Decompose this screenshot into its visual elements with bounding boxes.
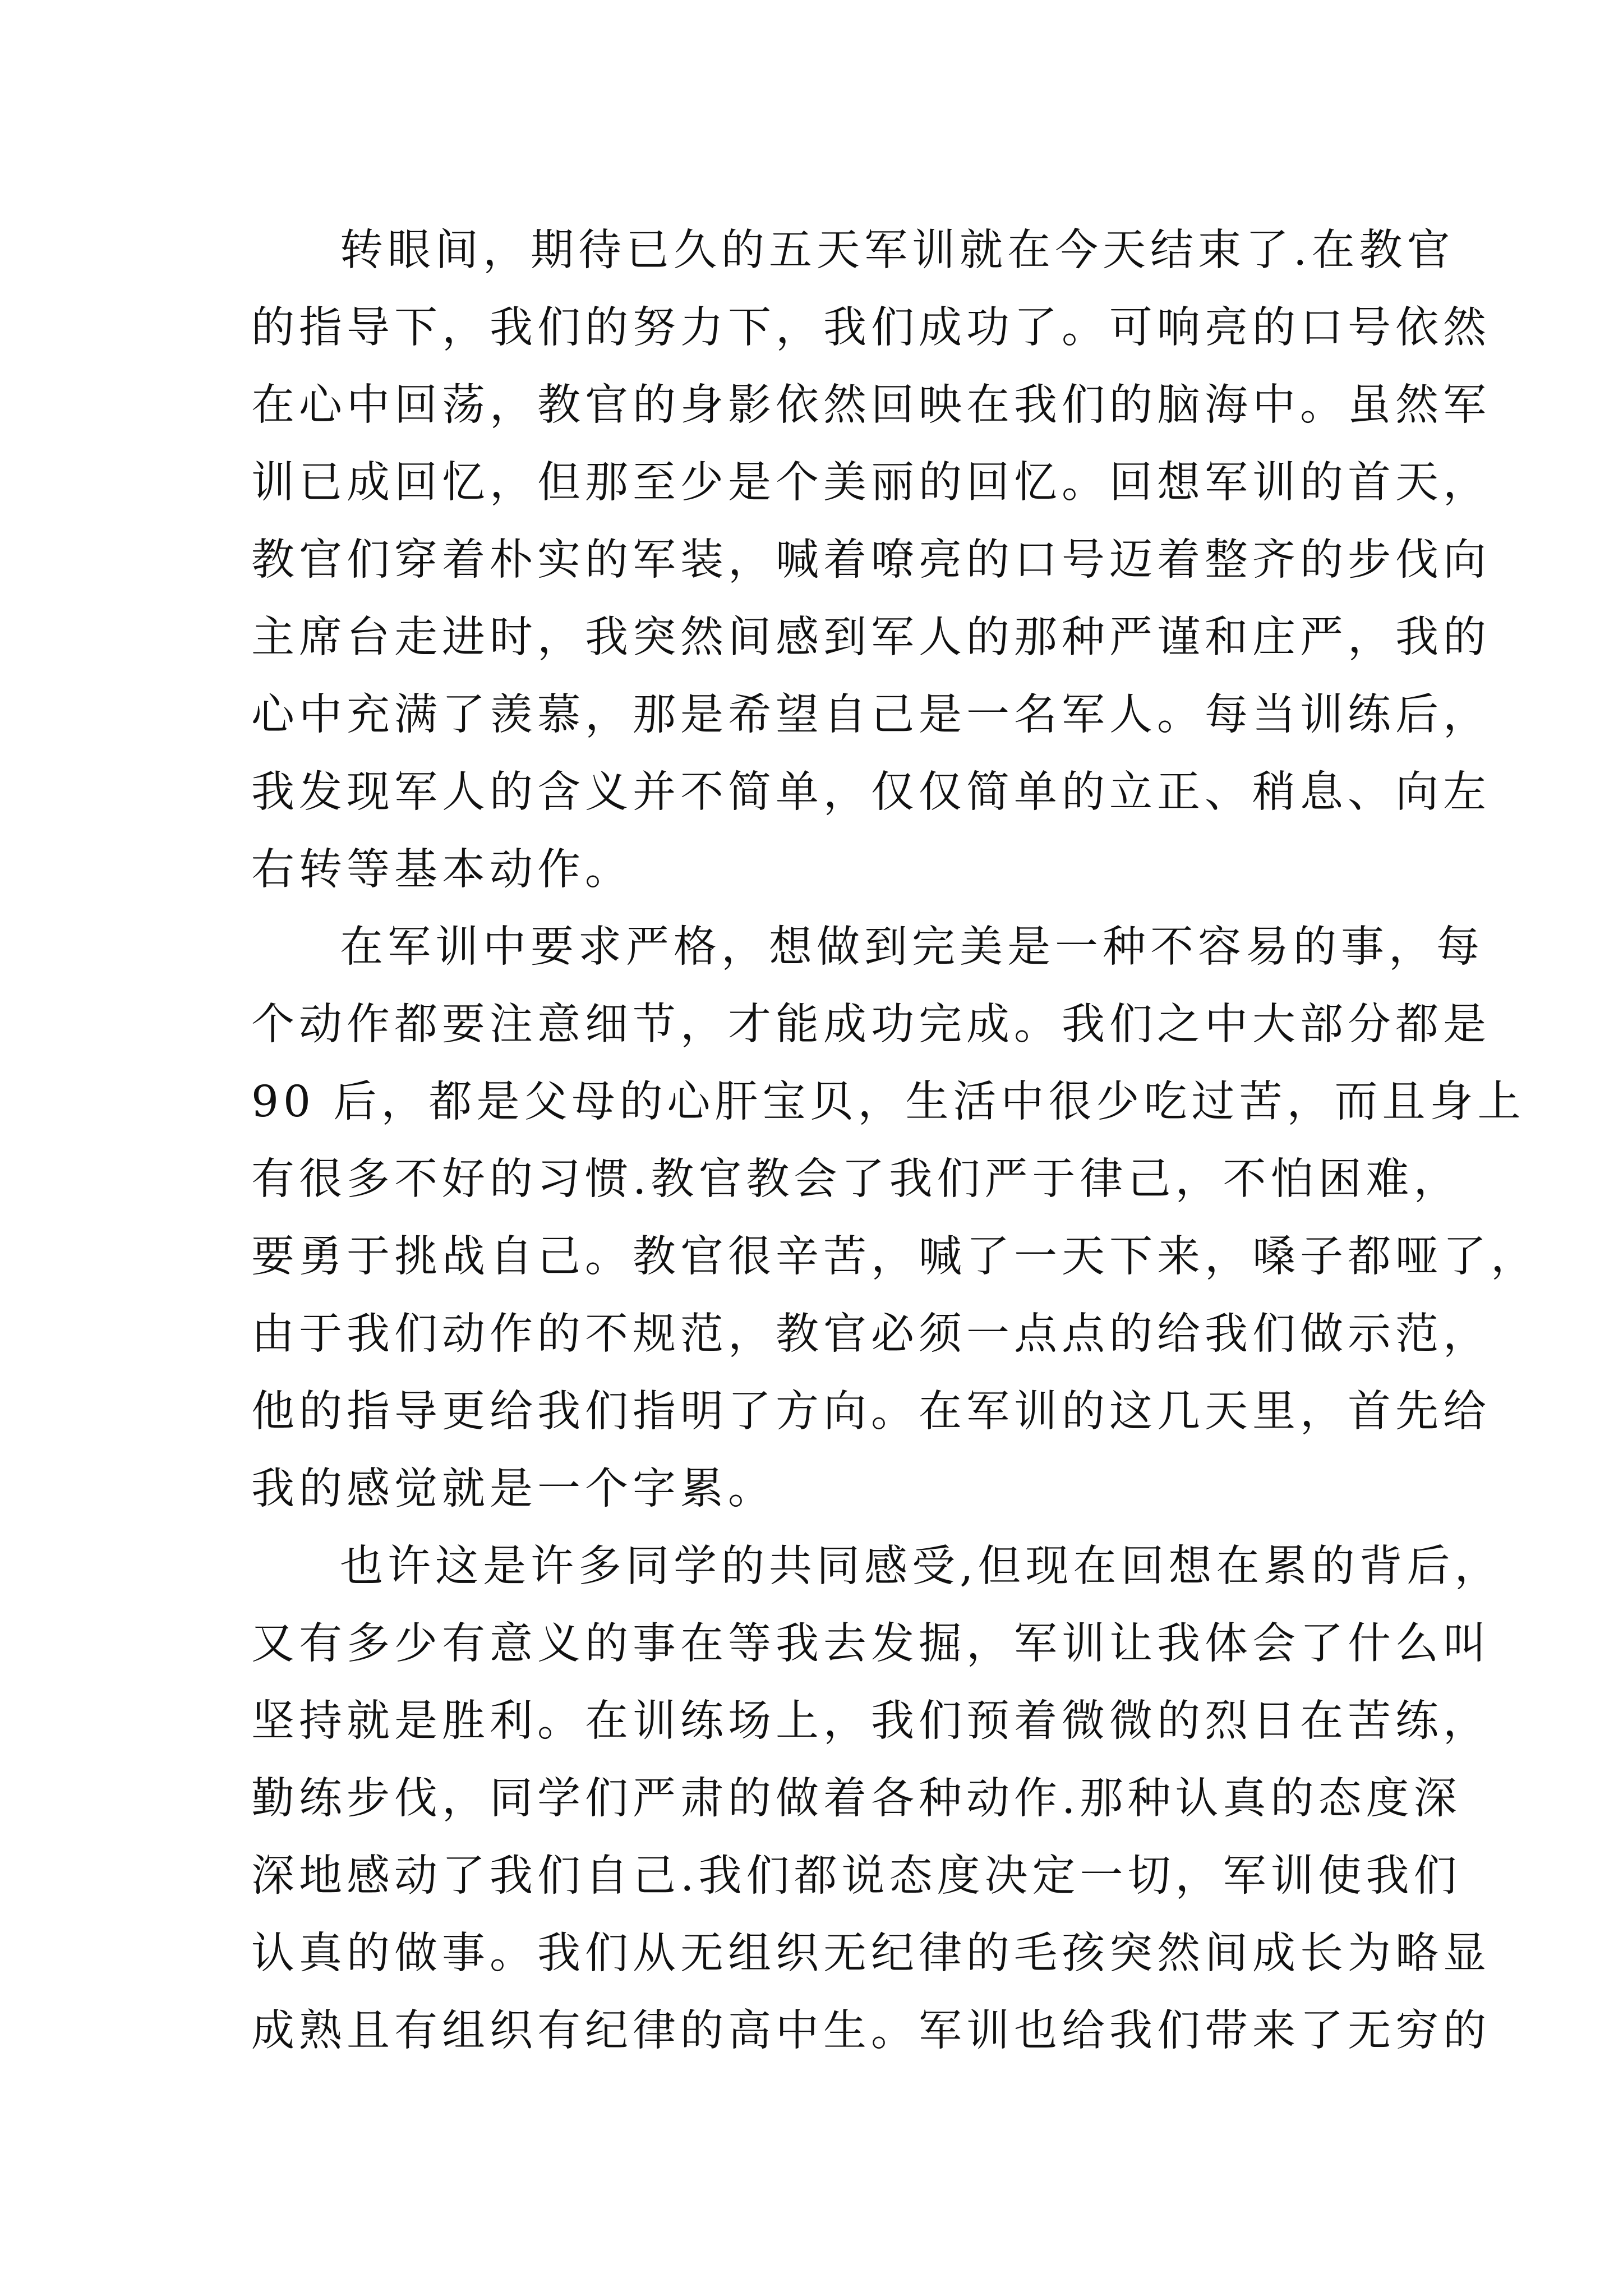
text-line: 也许这是许多同学的共同感受,但现在回想在累的背后， [340, 1542, 1502, 1591]
paragraph-3 [251, 1528, 1502, 2070]
text-line: 右转等基本动作。 [251, 845, 633, 895]
text-line: 在军训中要求严格，想做到完美是一种不容易的事，每 [340, 922, 1484, 972]
text-line: 转眼间，期待已久的五天军训就在今天结束了.在教官 [340, 226, 1455, 275]
text-line: 又有多少有意义的事在等我去发掘，军训让我体会了什么叫 [251, 1619, 1491, 1669]
text-line: 主席台走进时，我突然间感到军人的那种严谨和庄严，我的 [251, 613, 1491, 662]
text-line: 要勇于挑战自己。教官很辛苦，喊了一天下来，嗓子都哑了， [251, 1232, 1538, 1282]
text-line: 个动作都要注意细节，才能成功完成。我们之中大部分都是 [251, 1000, 1491, 1050]
paragraph-2 [251, 909, 1538, 1528]
text-line: 心中充满了羡慕，那是希望自己是一名军人。每当训练后， [251, 690, 1491, 740]
text-line: 他的指导更给我们指明了方向。在军训的这几天里，首先给 [251, 1387, 1491, 1437]
text-line: 在心中回荡，教官的身影依然回映在我们的脑海中。虽然军 [251, 380, 1491, 430]
text-line: 勤练步伐，同学们严肃的做着各种动作.那种认真的态度深 [251, 1774, 1461, 1824]
text-line: 成熟且有组织有纪律的高中生。军训也给我们带来了无穷的 [251, 2006, 1491, 2056]
paragraph-1 [251, 212, 1491, 909]
text-line: 教官们穿着朴实的军装，喊着嘹亮的口号迈着整齐的步伐向 [251, 535, 1491, 585]
document-body [251, 212, 1538, 2070]
text-line: 的指导下，我们的努力下，我们成功了。可响亮的口号依然 [251, 303, 1491, 353]
text-line: 我发现军人的含义并不简单，仅仅简单的立正、稍息、向左 [251, 767, 1491, 817]
text-line: 坚持就是胜利。在训练场上，我们预着微微的烈日在苦练， [251, 1696, 1491, 1746]
text-line: 由于我们动作的不规范，教官必须一点点的给我们做示范， [251, 1309, 1491, 1359]
text-line: 认真的做事。我们从无组织无纪律的毛孩突然间成长为略显 [251, 1929, 1491, 1978]
text-line: 训已成回忆，但那至少是个美丽的回忆。回想军训的首天， [251, 458, 1491, 508]
text-line: 我的感觉就是一个字累。 [251, 1464, 776, 1514]
text-line: 90 后，都是父母的心肝宝贝，生活中很少吃过苦，而且身上 [251, 1077, 1525, 1127]
text-line: 深地感动了我们自己.我们都说态度决定一切，军训使我们 [251, 1851, 1461, 1901]
text-line: 有很多不好的习惯.教官教会了我们严于律己，不怕困难， [251, 1154, 1461, 1204]
